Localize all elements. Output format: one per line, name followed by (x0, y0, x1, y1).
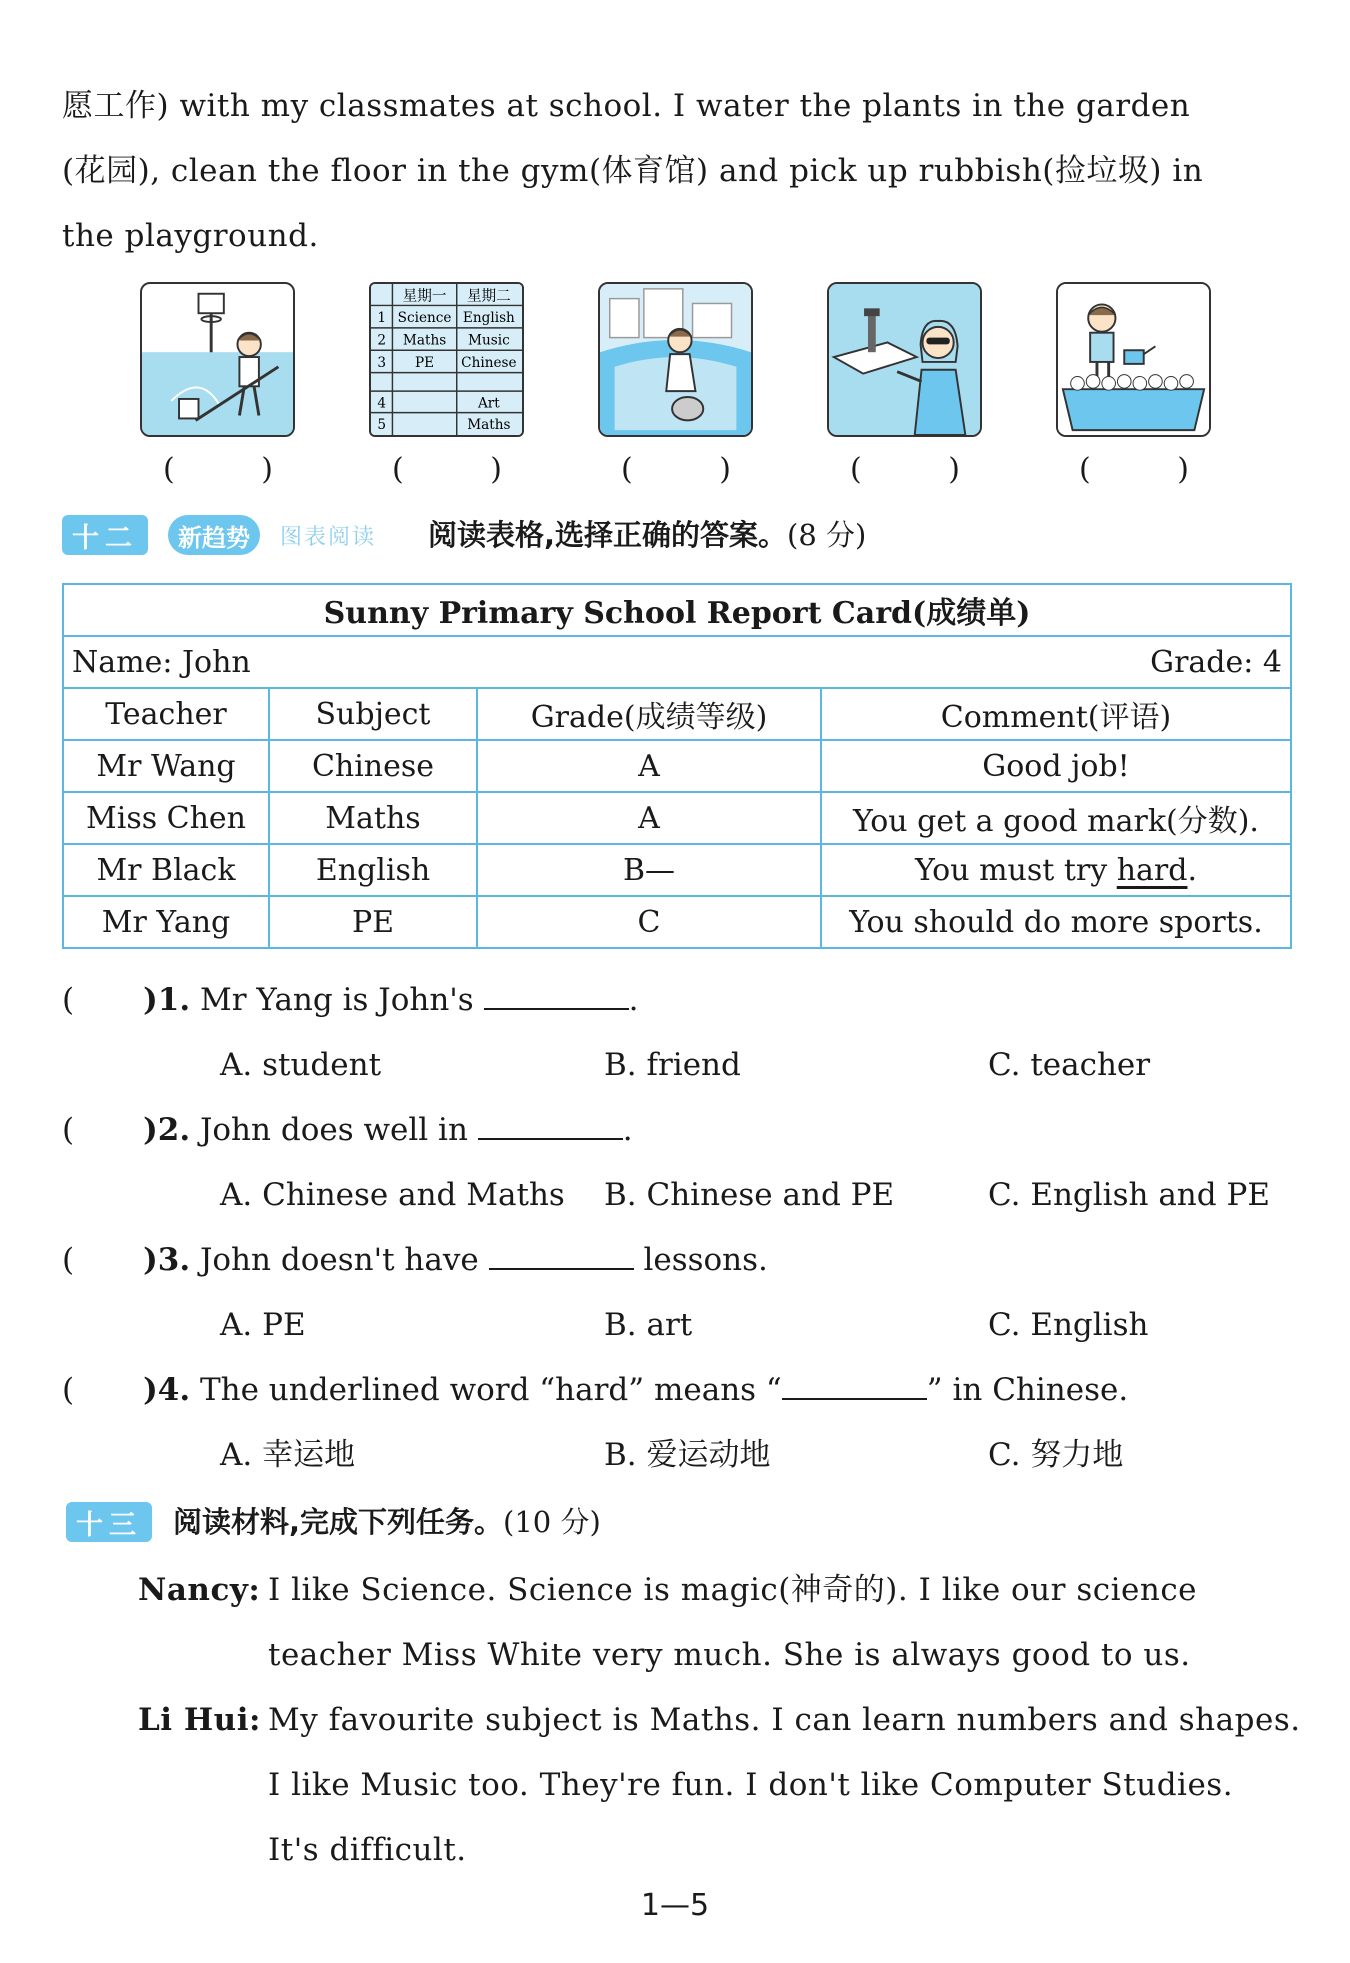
table-row (63, 792, 1291, 844)
header-comment: Comment(评语) (821, 688, 1291, 740)
q2-option-b[interactable]: B. Chinese and PE (604, 1177, 895, 1213)
speaker-nancy: Nancy: (138, 1572, 261, 1608)
table-row (63, 844, 1291, 896)
cell-grade: C (477, 896, 821, 948)
nancy-line-1: I like Science. Science is magic(神奇的). I like our science (268, 1572, 1198, 1608)
q4-option-c[interactable]: C. 努力地 (988, 1437, 1124, 1473)
q4-option-a[interactable]: A. 幸运地 (220, 1437, 356, 1473)
q2-option-a[interactable]: A. Chinese and Maths (220, 1177, 565, 1213)
student-grade: Grade: 4 (1150, 644, 1282, 680)
report-card-title: Sunny Primary School Report Card(成绩单) (63, 584, 1291, 636)
timetable-head-2: 星期二 (466, 287, 511, 305)
timetable-cell: Art (477, 395, 500, 412)
lihui-line-2: I like Music too. They're fun. I don't like Computer Studies. (268, 1767, 1234, 1803)
cell-teacher: Mr Black (63, 844, 269, 896)
cell-teacher: Miss Chen (63, 792, 269, 844)
answer-paren-1[interactable]: ( ) (163, 452, 273, 487)
answer-paren-2[interactable]: ( ) (392, 452, 502, 487)
answer-blank[interactable] (478, 1110, 623, 1140)
section-12-number: 十二 (62, 515, 148, 555)
cell-grade: A (477, 792, 821, 844)
picture-timetable (369, 282, 524, 437)
cell-teacher: Mr Yang (63, 896, 269, 948)
lihui-line-1: My favourite subject is Maths. I can learn numbers and shapes. (268, 1702, 1301, 1738)
answer-blank[interactable] (782, 1370, 927, 1400)
timetable-cell: 5 (377, 417, 387, 434)
answer-paren[interactable]: ( (62, 1242, 144, 1278)
section-13-title: 阅读材料,完成下列任务。(10 分) (173, 1505, 601, 1539)
timetable-cell: PE (415, 354, 435, 371)
cell-subject: English (269, 844, 477, 896)
answer-paren-4[interactable]: ( ) (850, 452, 960, 487)
question-2-stem: ( )2. John does well in . (62, 1112, 633, 1148)
picture-watering-plants (1056, 282, 1211, 437)
timetable-cell: Science (397, 309, 452, 326)
student-name: Name: John (72, 644, 251, 680)
timetable-cell: 3 (377, 354, 387, 371)
chart-reading-label: 图表阅读 (280, 524, 377, 550)
answer-paren-3[interactable]: ( ) (621, 452, 731, 487)
nancy-line-2: teacher Miss White very much. She is always good to us. (268, 1637, 1191, 1673)
cell-grade: A (477, 740, 821, 792)
question-4-stem: ( )4. The underlined word “hard” means “ ” in Chinese. (62, 1372, 1129, 1408)
question-3-stem: ( )3. John doesn't have lessons. (62, 1242, 768, 1278)
answer-paren[interactable]: ( (62, 982, 144, 1018)
answer-blank[interactable] (484, 980, 629, 1010)
picture-picking-rubbish (598, 282, 753, 437)
table-header-row (63, 688, 1291, 740)
timetable-cell: Maths (402, 332, 447, 349)
underlined-word-hard: hard (1116, 852, 1188, 888)
lihui-line-3: It's difficult. (268, 1832, 467, 1868)
picture-science-teacher (827, 282, 982, 437)
answer-paren[interactable]: ( (62, 1112, 144, 1148)
q1-option-b[interactable]: B. friend (604, 1047, 741, 1083)
answer-paren-5[interactable]: ( ) (1079, 452, 1189, 487)
answer-paren[interactable]: ( (62, 1372, 144, 1408)
timetable-cell: 2 (377, 332, 387, 349)
section-13-number: 十三 (66, 1502, 152, 1542)
cell-grade: B— (477, 844, 821, 896)
q1-option-c[interactable]: C. teacher (988, 1047, 1151, 1083)
timetable-head-1: 星期一 (402, 287, 447, 305)
cell-subject: Maths (269, 792, 477, 844)
q1-option-a[interactable]: A. student (220, 1047, 382, 1083)
table-row (63, 896, 1291, 948)
question-1-stem: ( )1. Mr Yang is John's . (62, 982, 639, 1018)
speaker-li-hui: Li Hui: (138, 1702, 261, 1738)
answer-blank[interactable] (489, 1240, 634, 1270)
passage-line-2: (花园), clean the floor in the gym(体育馆) and pick up rubbish(捡垃圾) in (62, 153, 1204, 189)
cell-comment: You should do more sports. (821, 896, 1291, 948)
timetable-cell: Maths (467, 417, 511, 434)
section-12-title: 阅读表格,选择正确的答案。(8 分) (428, 518, 867, 552)
header-grade: Grade(成绩等级) (477, 688, 821, 740)
report-card-table (62, 583, 1292, 949)
cell-subject: Chinese (269, 740, 477, 792)
report-card-name-row (63, 636, 1291, 688)
page-number: 1—5 (640, 1888, 710, 1923)
q3-option-a[interactable]: A. PE (220, 1307, 306, 1343)
cell-comment: Good job! (821, 740, 1291, 792)
q3-option-c[interactable]: C. English (988, 1307, 1149, 1343)
timetable-cell: Music (468, 332, 510, 349)
timetable-cell: 4 (377, 395, 387, 412)
timetable-cell: English (462, 309, 515, 326)
passage-line-3: the playground. (62, 218, 319, 254)
q2-option-c[interactable]: C. English and PE (988, 1177, 1270, 1213)
passage-line-1: 愿工作) with my classmates at school. I water the plants in the garden (62, 88, 1191, 124)
timetable-cell: 1 (377, 309, 387, 326)
cell-comment: You must try hard. (821, 844, 1291, 896)
picture-mopping-gym (140, 282, 295, 437)
cell-comment: You get a good mark(分数). (821, 792, 1291, 844)
cell-teacher: Mr Wang (63, 740, 269, 792)
table-row (63, 740, 1291, 792)
q4-option-b[interactable]: B. 爱运动地 (604, 1437, 771, 1473)
new-trend-badge: 新趋势 (168, 515, 260, 555)
header-teacher: Teacher (63, 688, 269, 740)
q3-option-b[interactable]: B. art (604, 1307, 693, 1343)
header-subject: Subject (269, 688, 477, 740)
cell-subject: PE (269, 896, 477, 948)
timetable-cell: Chinese (461, 354, 517, 371)
